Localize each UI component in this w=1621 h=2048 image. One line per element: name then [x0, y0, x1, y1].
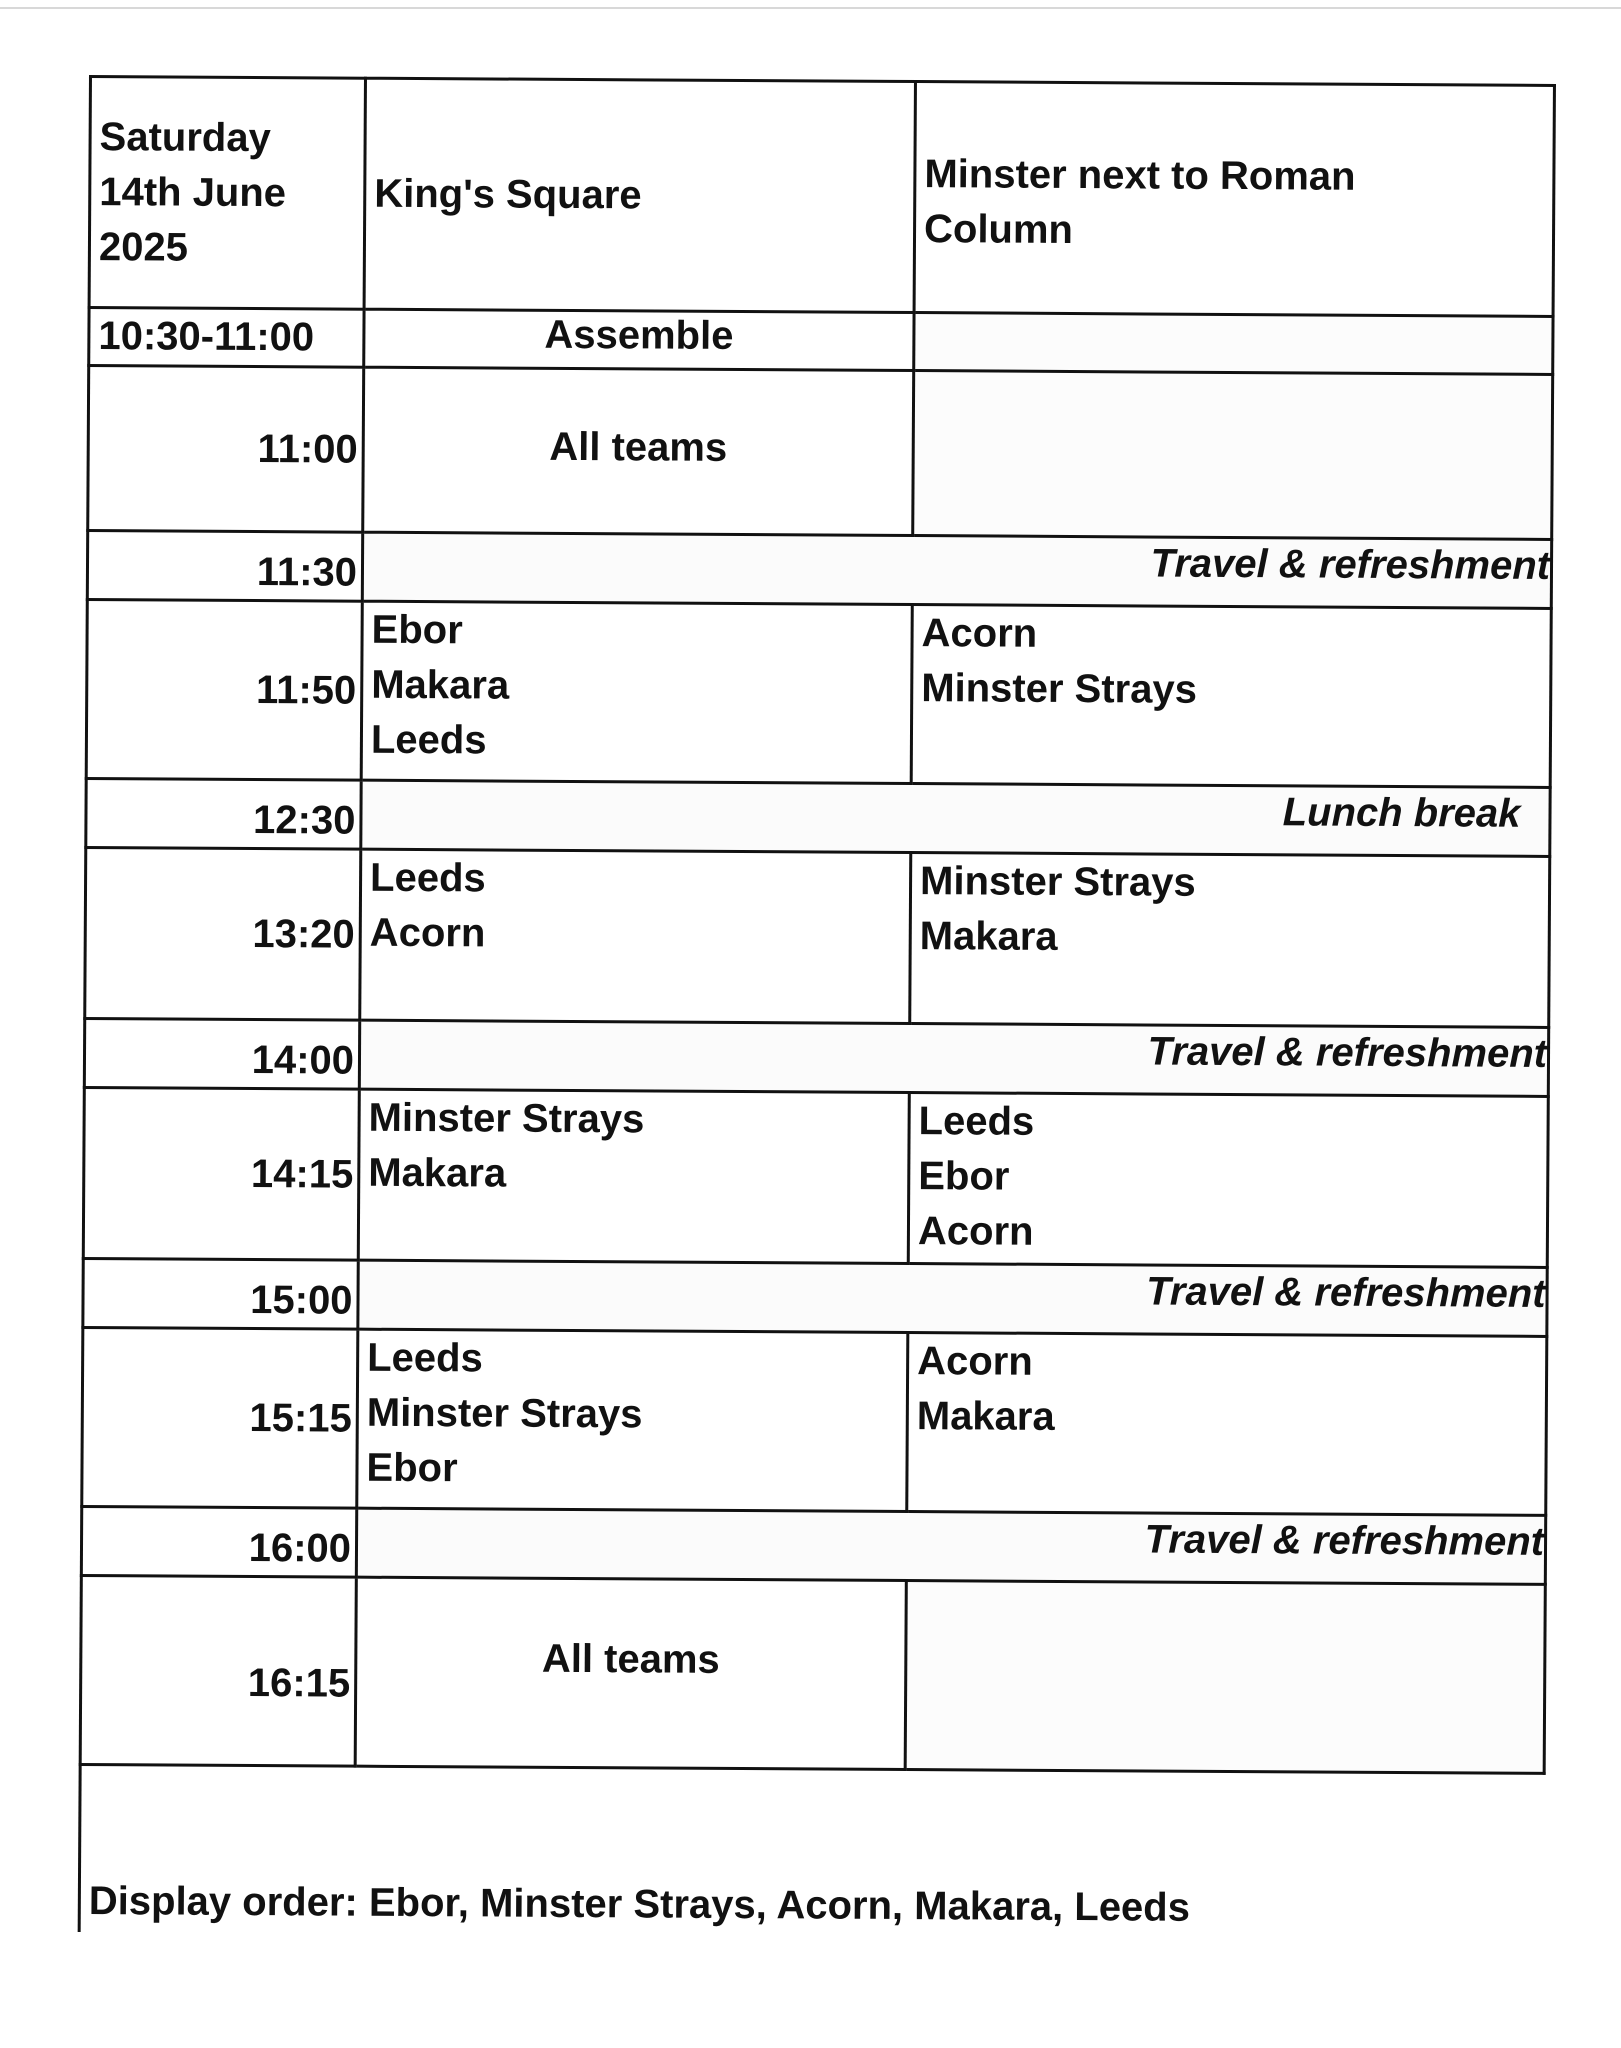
team-name: Ebor — [366, 1445, 458, 1491]
break-note: Travel & refreshment — [362, 532, 1551, 608]
time-cell: 15:15 — [82, 1327, 358, 1508]
time-cell: 15:00 — [83, 1258, 358, 1329]
team-name: Acorn — [921, 611, 1038, 656]
team-name: Minster Strays — [368, 1095, 645, 1142]
header-date-line: 2025 — [98, 224, 189, 270]
header-date-line: 14th June — [99, 169, 287, 215]
venue-kings-square-label: King's Square — [374, 171, 642, 217]
time-cell: 16:15 — [80, 1575, 356, 1766]
team-name: Leeds — [369, 855, 486, 901]
team-name: Makara — [919, 914, 1058, 959]
team-name: Leeds — [367, 1335, 483, 1381]
team-name: Minster Strays — [921, 666, 1198, 712]
time-cell: 10:30-11:00 — [89, 308, 364, 368]
session-row — [83, 1087, 1548, 1267]
team-name: Leeds — [370, 717, 487, 763]
kings-square-teams — [358, 1089, 909, 1263]
minster-teams — [910, 853, 1550, 1028]
break-row — [87, 531, 1551, 609]
session-row — [86, 599, 1551, 787]
time-cell: 16:00 — [81, 1506, 356, 1577]
break-row — [81, 1506, 1545, 1584]
time-cell: 11:50 — [86, 599, 362, 780]
time-cell: 11:00 — [88, 366, 364, 533]
break-note: Travel & refreshment — [359, 1020, 1548, 1096]
session-row-all-teams — [88, 366, 1553, 540]
team-name: Acorn — [369, 910, 486, 956]
display-order-note: Display order: Ebor, Minster Strays, Acorn, Makara, Leeds — [88, 1879, 1191, 1930]
empty-cell — [913, 371, 1553, 540]
minster-teams — [911, 605, 1551, 788]
session-row-all-teams — [80, 1575, 1545, 1773]
minster-teams — [908, 1093, 1548, 1268]
session-row — [85, 847, 1550, 1027]
header-venue-minster — [914, 82, 1554, 317]
schedule-table — [79, 75, 1556, 1775]
page-top-edge — [0, 7, 1621, 9]
all-teams-cell: All teams — [355, 1577, 906, 1769]
team-name: Makara — [368, 1150, 507, 1196]
venue-minster-line: Column — [923, 207, 1074, 253]
break-row — [83, 1258, 1547, 1336]
kings-square-teams — [357, 1329, 908, 1511]
break-note: Travel & refreshment — [356, 1508, 1545, 1584]
time-cell: 13:20 — [85, 847, 361, 1020]
break-row — [84, 1018, 1548, 1096]
assemble-row — [89, 308, 1553, 375]
break-note: Travel & refreshment — [358, 1260, 1547, 1336]
all-teams-cell: All teams — [363, 367, 914, 535]
time-cell: 14:00 — [84, 1018, 359, 1089]
footer-area — [78, 1766, 1546, 1941]
header-venue-kings-square — [364, 78, 915, 312]
minster-teams — [907, 1333, 1547, 1516]
team-name: Ebor — [918, 1154, 1010, 1199]
header-row — [89, 77, 1554, 317]
empty-cell — [905, 1581, 1545, 1774]
empty-cell — [914, 313, 1553, 375]
venue-minster-line: Minster next to Roman — [924, 152, 1356, 199]
team-name: Makara — [916, 1394, 1055, 1439]
team-name: Ebor — [371, 607, 463, 653]
assemble-label: Assemble — [364, 309, 914, 370]
header-date-cell — [89, 77, 365, 310]
schedule-sheet — [78, 75, 1553, 1941]
team-name: Minster Strays — [366, 1390, 643, 1437]
team-name: Acorn — [917, 1339, 1033, 1384]
break-note: Lunch break — [361, 780, 1550, 856]
team-name: Acorn — [917, 1209, 1034, 1254]
team-name: Makara — [371, 662, 510, 708]
break-row — [86, 778, 1550, 856]
session-row — [82, 1327, 1547, 1515]
kings-square-teams — [361, 601, 912, 783]
time-cell: 12:30 — [86, 778, 361, 849]
team-name: Leeds — [918, 1099, 1035, 1144]
kings-square-teams — [360, 849, 911, 1023]
team-name: Minster Strays — [919, 859, 1196, 905]
time-cell: 14:15 — [83, 1087, 359, 1260]
time-cell: 11:30 — [87, 531, 362, 602]
header-date-line: Saturday — [99, 114, 271, 160]
